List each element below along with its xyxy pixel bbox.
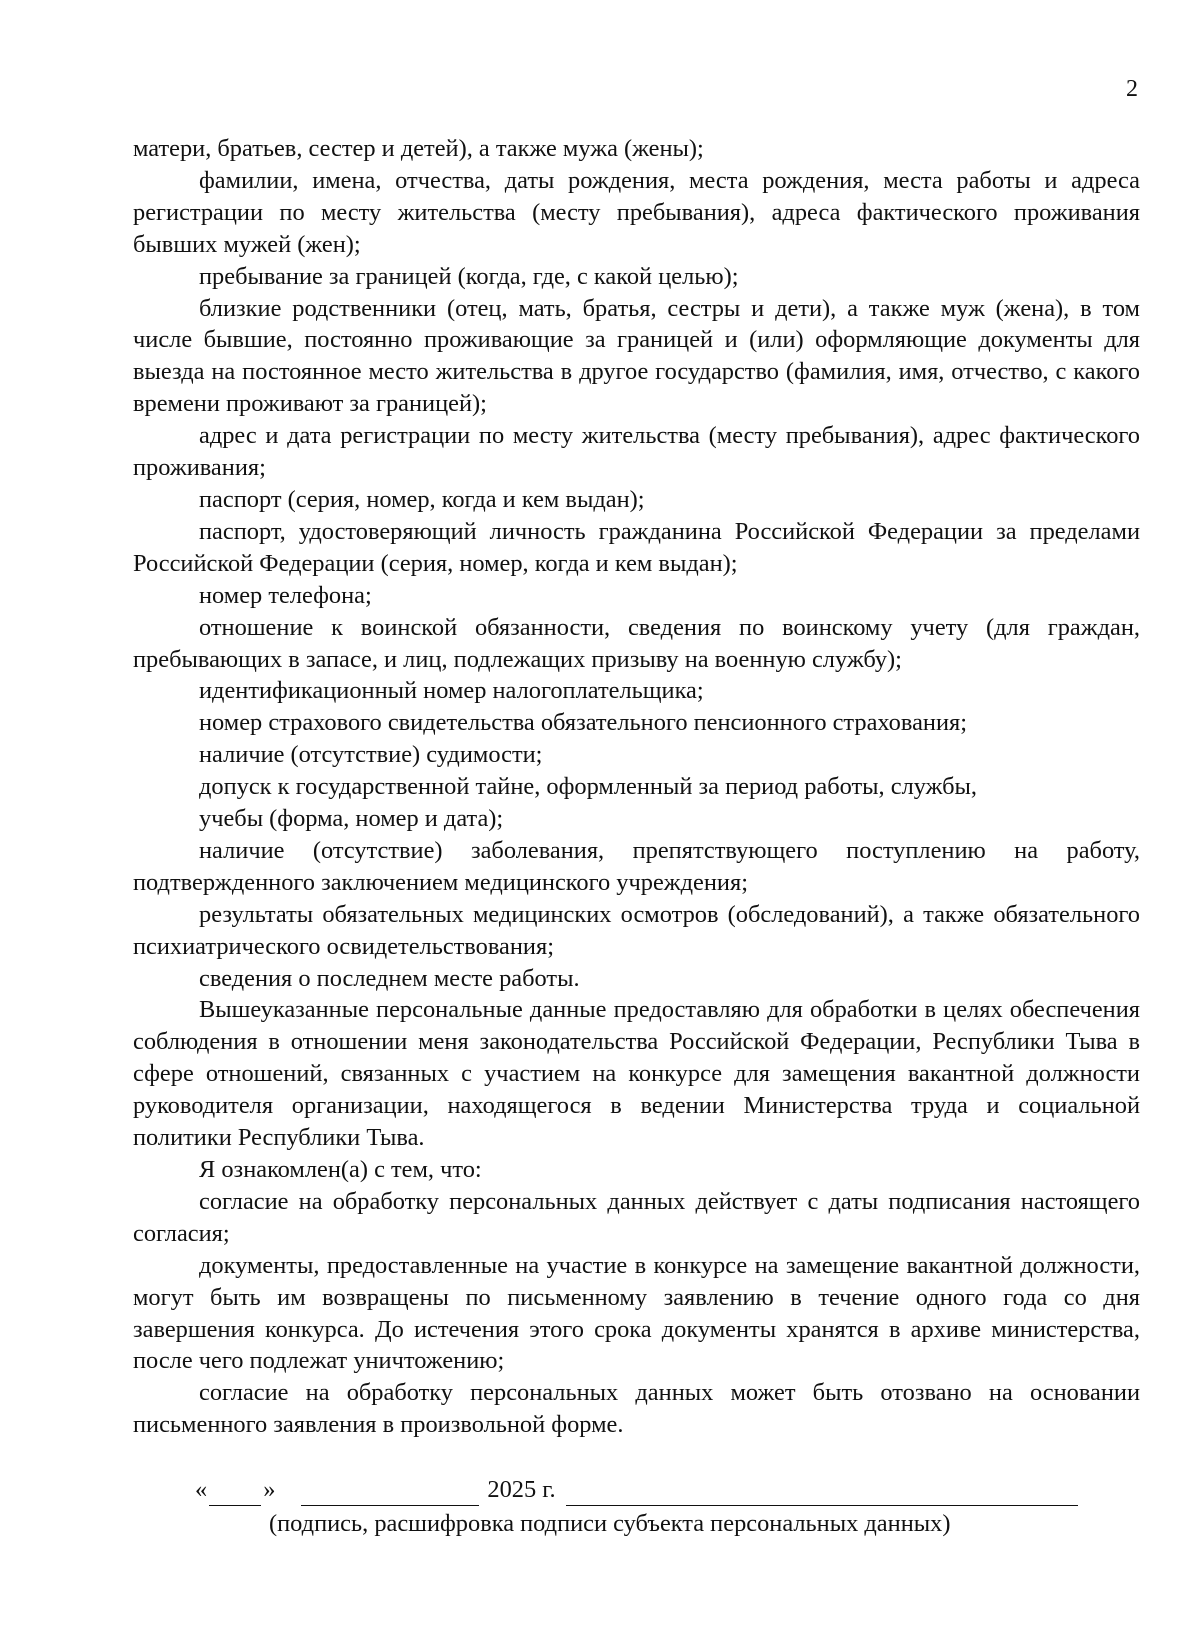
paragraph: Я ознакомлен(а) с тем, что: [199, 1156, 482, 1183]
document-body [133, 133, 1140, 1441]
day-blank [209, 1481, 261, 1506]
paragraph: пребывание за границей (когда, где, с какой целью); [199, 262, 739, 290]
paragraph: согласие на обработку персональных данных может быть отозвано на основании письменного заявления в произвольной форме. [133, 1379, 1140, 1439]
signature-caption: (подпись, расшифровка подписи субъекта персональных данных) [269, 1510, 951, 1537]
quote-close: » [263, 1476, 276, 1503]
paragraph: паспорт, удостоверяющий личность гражданина Российской Федерации за пределами Российской Федерации (серия, номер, когда и кем выдан); [133, 517, 1140, 577]
signature-blank [566, 1481, 1078, 1506]
paragraph: идентификационный номер налогоплательщика; [199, 677, 704, 705]
signature-line [195, 1474, 1095, 1506]
page-number: 2 [1126, 76, 1138, 102]
paragraph: согласие на обработку персональных данных действует с даты подписания настоящего согласия; [133, 1187, 1140, 1247]
paragraph: паспорт (серия, номер, когда и кем выдан); [199, 485, 645, 513]
paragraph: наличие (отсутствие) заболевания, препятствующего поступлению на работу, подтвержденного заключением медицинского учреждения; [133, 836, 1140, 896]
paragraph: матери, братьев, сестер и детей), а также мужа (жены); [133, 135, 704, 162]
month-blank [301, 1481, 479, 1506]
paragraph: результаты обязательных медицинских осмотров (обследований), а также обязательного психиатрического освидетельствования; [133, 900, 1140, 960]
paragraph: наличие (отсутствие) судимости; [199, 741, 543, 769]
year-text: 2025 г. [487, 1476, 556, 1503]
paragraph: фамилии, имена, отчества, даты рождения, места рождения, места работы и адреса регистрации по месту жительства (месту пребывания), адреса фактического проживания бывших мужей (жен); [133, 166, 1140, 258]
paragraph: сведения о последнем месте работы. [199, 964, 580, 992]
paragraph: допуск к государственной тайне, оформленный за период работы, службы, [199, 773, 978, 801]
paragraph: адрес и дата регистрации по месту жительства (месту пребывания), адрес фактического проживания; [133, 422, 1140, 482]
paragraph: документы, предоставленные на участие в конкурсе на замещение вакантной должности, могут быть им возвращены по письменному заявлению в течение одного года со дня завершения конкурса. До истечения этого срока документы хранятся в архиве министерства, после чего подлежат уничтожению; [133, 1251, 1140, 1375]
paragraph: учебы (форма, номер и дата); [199, 805, 504, 833]
paragraph: Вышеуказанные персональные данные предоставляю для обработки в целях обеспечения соблюдения в отношении меня законодательства Российской Федерации, Республики Тыва в сфере отношений, связанных с участием на конкурсе для замещения вакантной должности руководителя организации, находящегося в ведении Министерства труда и социальной политики Республики Тыва. [133, 996, 1140, 1152]
quote-open: « [195, 1476, 208, 1503]
paragraph: номер страхового свидетельства обязательного пенсионного страхования; [199, 709, 967, 737]
paragraph: номер телефона; [199, 581, 372, 609]
paragraph: отношение к воинской обязанности, сведения по воинскому учету (для граждан, пребывающих в запасе, и лиц, подлежащих призыву на военную службу); [133, 613, 1140, 673]
paragraph: близкие родственники (отец, мать, братья, сестры и дети), а также муж (жена), в том числе бывшие, постоянно проживающие за границей и (или) оформляющие документы для выезда на постоянное место жительства в другое государство (фамилия, имя, отчество, с какого времени проживают за границей); [133, 294, 1140, 418]
signature-block [195, 1474, 1095, 1540]
